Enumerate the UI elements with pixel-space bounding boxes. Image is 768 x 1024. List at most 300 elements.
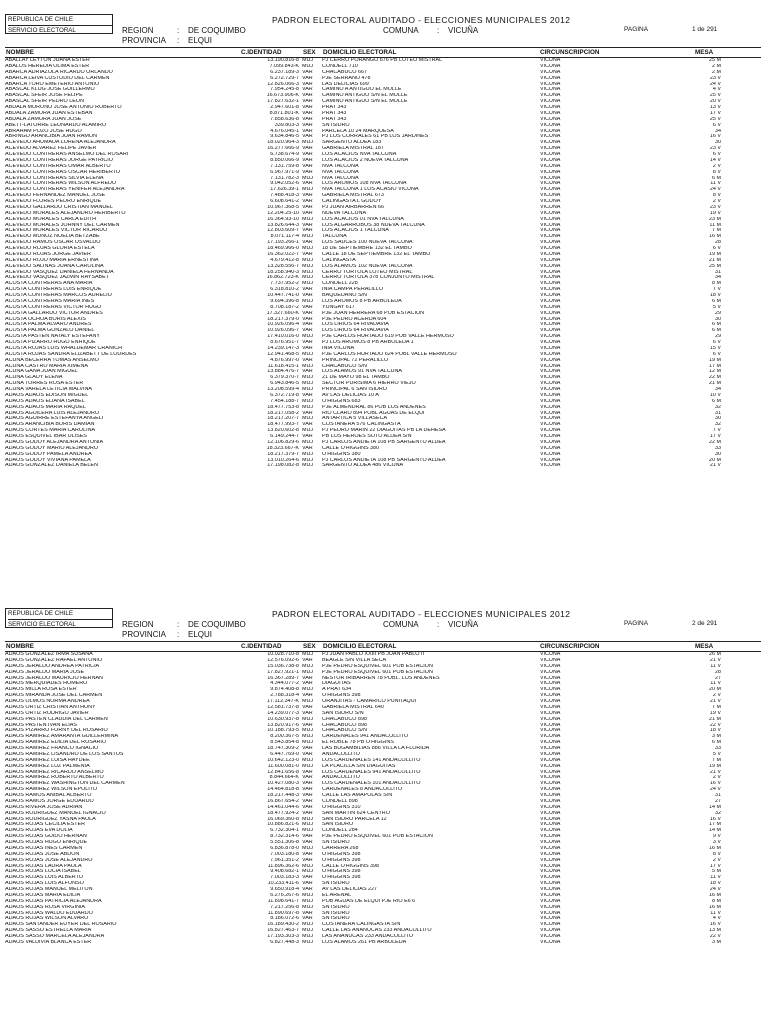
voter-domicilio: LOS ACACIOS 1 TALCUNA	[322, 228, 389, 234]
voter-domicilio: PRINCIPAL 6 SAN ISIDRO	[322, 387, 388, 392]
voter-mesa: 14 M	[709, 828, 721, 834]
voter-name: ADAOS RAMIREZ WILSON EPOLITO	[5, 787, 98, 793]
voter-mesa: 25 V	[709, 93, 721, 99]
province-label: PROVINCIA	[122, 630, 167, 639]
voter-mesa: 30	[715, 140, 721, 146]
voter-sexo: MUJ	[302, 404, 314, 410]
voter-circunscripcion: VICUÑA	[540, 416, 561, 422]
column-header-sexo: SEX	[303, 643, 316, 650]
voter-cedula: 16.867.654-2	[267, 798, 299, 804]
voter-sexo: MUJ	[302, 652, 314, 657]
voter-sexo: VAR	[302, 693, 313, 699]
voter-domicilio: CHACABUCO S/N	[322, 363, 367, 369]
voter-sexo: VAR	[302, 322, 313, 328]
voter-cedula: 8.732.314-6	[270, 834, 299, 840]
voter-cedula: 10.188.793-5	[267, 728, 299, 734]
voter-domicilio: POB AGUAS DE ELQUI PJE RIO E6 6	[322, 898, 416, 904]
voter-name: ACEVEDO MORALES JOHNNY DEL CARMEN	[5, 222, 120, 228]
voter-cedula: 16.277.666-9	[267, 146, 299, 152]
voter-cedula: 6.967.971-9	[270, 169, 299, 175]
voter-domicilio: SAN ISIDRO	[322, 822, 354, 828]
voter-domicilio: BAQUEDANO S/N	[322, 293, 367, 298]
voter-sexo: MUJ	[302, 234, 314, 240]
voter-cedula: 14.464.818-8	[267, 787, 299, 793]
table-header	[5, 641, 761, 652]
voter-circunscripcion: VICUÑA	[540, 816, 561, 822]
voter-mesa: 23 V	[709, 146, 721, 152]
voter-domicilio: CALLE LAS AÑAÑUCAS 233 ANDACOLLITO	[322, 928, 432, 934]
voter-sexo: MUJ	[302, 58, 314, 63]
voter-cedula: 6.447.769-0	[270, 751, 299, 757]
voter-name: ACOSTA OCHOA BORIS ALEXIS	[5, 316, 86, 322]
voter-name: ACOSTA CONTRERAS VICTOR HUGO	[5, 304, 102, 310]
voter-cedula: 6.318.810-2	[270, 287, 299, 293]
voter-mesa: 33	[715, 746, 721, 751]
voter-cedula: 11.600.081-0	[267, 763, 299, 769]
voter-sexo: VAR	[302, 69, 313, 75]
voter-circunscripcion: VICUÑA	[540, 751, 561, 757]
voter-circunscripcion: VICUÑA	[540, 804, 561, 810]
voter-name: ADAOS ROJAS EVA DOLIA	[5, 828, 73, 834]
voter-mesa: 21 M	[709, 257, 721, 263]
voter-circunscripcion: VICUÑA	[540, 881, 561, 887]
voter-sexo: VAR	[302, 722, 313, 728]
voter-domicilio: PJE ALMENDRAL 86 POB LOS ANDENES	[322, 404, 426, 410]
voter-cedula: 18.477.753-8	[267, 404, 299, 410]
voter-cedula: 16.827.463-7	[267, 928, 299, 934]
voter-mesa: 25 M	[709, 58, 721, 63]
voter-sexo: MUJ	[302, 298, 314, 304]
voter-cedula: 16.673.906-K	[266, 93, 299, 99]
voter-name: ADAOS RODRIGUEZ MANUEL IGNACIO	[5, 810, 106, 816]
voter-mesa: 11 V	[710, 181, 721, 187]
voter-domicilio: PJ CARLOS ANDIETA 108 PB SARGENTO ALDEA	[322, 439, 446, 445]
voter-cedula: 14.461.044-6	[267, 804, 299, 810]
voter-sexo: VAR	[302, 357, 313, 363]
voter-name: ADAOS ROJAS PATRICIA ALEJANDRA	[5, 898, 102, 904]
voter-domicilio: CALINGASTA L GODOY	[322, 199, 382, 204]
voter-mesa: 4 V	[712, 916, 721, 922]
voter-cedula: 9.694.396-8	[270, 298, 299, 304]
voter-domicilio: SARGENTO ALDEA 183	[322, 140, 382, 146]
voter-domicilio: LOS ACACIOS NVA TALCUNA	[322, 152, 397, 157]
voter-name: ADAOS RAMIREZ RICARDO ANSELMO	[5, 769, 104, 775]
voter-name: ABASCAL SFEIR PEDRO LEON	[5, 99, 84, 105]
voter-circunscripcion: VICUÑA	[540, 687, 561, 693]
voter-domicilio: LOS CARDENALES 141 ANDACOLLITO	[322, 757, 421, 763]
voter-domicilio: PRAT 343	[322, 110, 347, 116]
voter-mesa: 21 V	[709, 699, 721, 704]
voter-domicilio: O'HIGGINS 398	[322, 693, 361, 699]
voter-domicilio: O'HIGGINS 398	[322, 857, 361, 863]
voter-name: ADAOS RAMIREZ EDILIA DEL ROSARIO	[5, 740, 107, 746]
voter-circunscripcion: VICUÑA	[540, 798, 561, 804]
voter-circunscripcion: VICUÑA	[540, 734, 561, 740]
document-title: PADRON ELECTORAL AUDITADO - ELECCIONES MUNICIPALES 2012	[272, 609, 571, 619]
voter-domicilio: CERRO TORTOLA LOTEO MISTRAL	[322, 269, 413, 275]
voter-mesa: 11 V	[710, 663, 721, 669]
voter-circunscripcion: VICUÑA	[540, 122, 561, 128]
voter-mesa: 24 V	[709, 187, 721, 193]
voter-cedula: 8.871.801-K	[269, 110, 299, 116]
voter-circunscripcion: VICUÑA	[540, 375, 561, 381]
voter-cedula: 10.427.080-3	[267, 781, 299, 787]
voter-mesa: 32	[715, 422, 721, 428]
voter-cedula: 16.189.430-2	[267, 922, 299, 928]
voter-sexo: VAR	[302, 887, 313, 892]
voter-mesa: 30	[715, 416, 721, 422]
voter-domicilio: PRAT 343	[322, 105, 347, 110]
voter-sexo: VAR	[302, 75, 313, 81]
institution-line-1: REPUBLICA DE CHILE	[8, 609, 112, 620]
voter-mesa: 6 V	[712, 122, 721, 128]
voter-name: ADAOS ORTIZ CRISTIAN ANTHONY	[5, 704, 96, 710]
voter-sexo: VAR	[302, 193, 313, 199]
voter-cedula: 9.408.682-1	[270, 869, 299, 875]
institution-line-1: REPUBLICA DE CHILE	[8, 15, 112, 26]
voter-mesa: 29	[715, 310, 721, 316]
voter-cedula: 10.447.741-0	[267, 293, 299, 298]
voter-name: ADAOS PASTEN CLAUDIA DEL CARMEN	[5, 716, 108, 722]
voter-circunscripcion: VICUÑA	[540, 334, 561, 340]
voter-domicilio: PB LOS HEROES SOTO ALDEA S/N	[322, 434, 412, 439]
comuna-value: VICUÑA	[448, 26, 479, 35]
institution-box	[5, 14, 113, 34]
voter-name: ABARCA ADRIAZOLA RICARDO ORLANDO	[5, 69, 113, 75]
voter-cedula: 18.217.058-2	[267, 410, 299, 416]
voter-name: ADAOS ROJAS JOSE ALEJANDRO	[5, 857, 93, 863]
voter-mesa: 2 M	[712, 63, 721, 69]
voter-name: ADAOS ROJAS MARIA EDILIA	[5, 892, 81, 898]
voter-cedula: 11.896.362-6	[267, 863, 299, 869]
voter-mesa: 24 V	[709, 787, 721, 793]
voter-sexo: MUJ	[302, 663, 314, 669]
voter-name: ADAOS GODOY ALEJANDRA ANTONIA	[5, 439, 104, 445]
voter-name: ADAOS OLMOS NORMA ANDREA	[5, 699, 90, 704]
voter-circunscripcion: VICUÑA	[540, 328, 561, 334]
voter-domicilio: CALLE 18 DE SEPTIEMBRE 132 EL TAMBO	[322, 251, 431, 257]
voter-name: ACUÑA BECERRA TOMAS ANSELMO	[5, 357, 99, 363]
voter-cedula: 12.803.609-7	[267, 228, 299, 234]
voter-cedula: 18.323.667-K	[266, 445, 299, 451]
voter-mesa: 6 M	[712, 298, 721, 304]
voter-name: ADAOS ROJAS INES CARMEN	[5, 845, 83, 851]
voter-sexo: MUJ	[302, 216, 314, 222]
voter-sexo: VAR	[302, 81, 313, 87]
voter-domicilio: EL ARENAL	[322, 892, 352, 898]
voter-cedula: 7.858.636-8	[270, 116, 299, 122]
voter-circunscripcion: VICUÑA	[540, 934, 561, 939]
voter-sexo: MUJ	[302, 869, 314, 875]
voter-mesa: 30	[715, 451, 721, 457]
voter-mesa: 21 M	[709, 381, 721, 387]
voter-sexo: VAR	[302, 804, 313, 810]
voter-name: ADAOS ROJAS LUIS ALBERTO	[5, 875, 83, 881]
voter-circunscripcion: VICUÑA	[540, 181, 561, 187]
voter-mesa: 19 M	[709, 763, 721, 769]
voter-circunscripcion: VICUÑA	[540, 363, 561, 369]
voter-circunscripcion: VICUÑA	[540, 240, 561, 246]
voter-circunscripcion: VICUÑA	[540, 728, 561, 734]
voter-domicilio: CALINGASTA	[322, 257, 356, 263]
voter-sexo: VAR	[302, 392, 313, 398]
voter-sexo: VAR	[302, 410, 313, 416]
voter-circunscripcion: VICUÑA	[540, 404, 561, 410]
voter-mesa: 8 V	[712, 193, 721, 199]
voter-mesa: 16 M	[709, 904, 721, 910]
voter-domicilio: PJ JUAN PABLO XXIII PB JUAN PABLO II	[322, 652, 424, 657]
province-label: PROVINCIA	[122, 36, 167, 45]
voter-circunscripcion: VICUÑA	[540, 134, 561, 140]
voter-cedula: 18.217.379-7	[267, 451, 299, 457]
voter-mesa: 21 V	[709, 463, 721, 469]
voter-circunscripcion: VICUÑA	[540, 710, 561, 716]
voter-cedula: 18.217.379-0	[267, 316, 299, 322]
voter-mesa: 28	[715, 669, 721, 675]
voter-name: ACEVEDO ROJAS GLORIA ESTELA	[5, 246, 95, 251]
voter-name: ADAOS ROJAS HUGO ENRIQUE	[5, 840, 88, 845]
voter-domicilio: CARRERA 268	[322, 845, 359, 851]
voter-cedula: 18.020.964-3	[267, 140, 299, 146]
voter-sexo: MUJ	[302, 757, 314, 763]
voter-domicilio: PJE PEDRO ESQUIVEL 601 POB ESTACION	[322, 663, 433, 669]
voter-circunscripcion: VICUÑA	[540, 387, 561, 392]
voter-cedula: 7.954.245-8	[270, 87, 299, 93]
voter-cedula: 17.827.632-1	[267, 99, 299, 105]
voter-circunscripcion: VICUÑA	[540, 410, 561, 416]
voter-cedula: 17.112.347-K	[267, 699, 299, 704]
voter-cedula: 9.650.918-4	[270, 887, 299, 892]
voter-mesa: 34	[715, 387, 721, 392]
voter-domicilio: CONDELL 710	[322, 63, 358, 69]
voter-mesa: 3 M	[712, 939, 721, 945]
voter-mesa: 19 V	[709, 210, 721, 216]
voter-name: ACOSTA GALLARDO VICTOR ANDRES	[5, 310, 103, 316]
voter-cedula: 9.634.846-5	[270, 134, 299, 140]
voter-cedula: 12.576.092-6	[267, 657, 299, 663]
voter-mesa: 16 V	[709, 781, 721, 787]
voter-cedula: 8.543.854-8	[270, 740, 299, 746]
voter-domicilio: PJE PEDRO ESQUIVEL 601 POB ESTACION	[322, 669, 433, 675]
voter-cedula: 12.581.737-8	[267, 704, 299, 710]
voter-sexo: VAR	[302, 746, 313, 751]
voter-sexo: MUJ	[302, 351, 314, 357]
voter-name: ACEVEDO GALLARDO CRISTIAN MANUEL	[5, 204, 113, 210]
voter-circunscripcion: VICUÑA	[540, 657, 561, 663]
voter-sexo: VAR	[302, 228, 313, 234]
voter-name: ABALOS HEREDIA OLIMA ESTER	[5, 63, 90, 69]
voter-circunscripcion: VICUÑA	[540, 422, 561, 428]
voter-mesa: 28	[715, 240, 721, 246]
voter-name: ADAOS ROJAS LAURA PAOLA	[5, 863, 82, 869]
voter-sexo: VAR	[302, 840, 313, 845]
voter-domicilio: ANDACOLLITO	[322, 751, 360, 757]
voter-circunscripcion: VICUÑA	[540, 652, 561, 657]
pagina-label: PAGINA	[624, 620, 649, 627]
province-separator: :	[177, 630, 180, 639]
voter-sexo: VAR	[302, 251, 313, 257]
voter-domicilio: NUEVA TALCUNA	[322, 210, 367, 216]
voter-name: ACEVEDO ROJO MARIA ERNESTINA	[5, 257, 99, 263]
voter-sexo: VAR	[302, 122, 313, 128]
comuna-value: VICUÑA	[448, 620, 479, 629]
voter-name: ACEVEDO RAMOS OSCAR OSVALDO	[5, 240, 101, 246]
voter-circunscripcion: VICUÑA	[540, 216, 561, 222]
voter-mesa: 6 V	[712, 340, 721, 345]
voter-name: ACOSTA CONTRERAS MARIA INES	[5, 298, 95, 304]
voter-cedula: 4.679.412-8	[270, 257, 299, 263]
voter-mesa: 5 M	[712, 869, 721, 875]
voter-mesa: 33	[715, 445, 721, 451]
voter-rows	[5, 58, 761, 469]
voter-cedula: 8.676.951-7	[270, 340, 299, 345]
voter-circunscripcion: VICUÑA	[540, 275, 561, 281]
voter-cedula: 17.193.303-3	[267, 934, 299, 939]
voter-sexo: VAR	[302, 316, 313, 322]
voter-mesa: 2 V	[712, 199, 721, 204]
voter-mesa: 22 V	[709, 934, 721, 939]
voter-mesa: 17 V	[709, 434, 721, 439]
voter-sexo: VAR	[302, 769, 313, 775]
voter-sexo: MUJ	[302, 934, 314, 939]
voter-domicilio: CARDENALES 941 ANDACOLLITO	[322, 734, 409, 740]
voter-name: ACOSTA PIZARRO HUGO ENRIQUE	[5, 340, 96, 345]
table-row	[5, 463, 761, 469]
voter-circunscripcion: VICUÑA	[540, 58, 561, 63]
voter-sexo: MUJ	[302, 904, 314, 910]
voter-sexo: VAR	[302, 434, 313, 439]
voter-sexo: VAR	[302, 851, 313, 857]
voter-sexo: VAR	[302, 775, 313, 781]
voter-mesa: 22 M	[709, 375, 721, 381]
voter-circunscripcion: VICUÑA	[540, 281, 561, 287]
voter-cedula: 10.967.368-5	[267, 204, 299, 210]
voter-domicilio: GABRIELA MISTRAL 673	[322, 193, 384, 199]
voter-sexo: VAR	[302, 110, 313, 116]
voter-circunscripcion: VICUÑA	[540, 910, 561, 916]
voter-sexo: MUJ	[302, 669, 314, 675]
voter-name: ABARCA TORO EMETERIO ANTONIO	[5, 81, 100, 87]
voter-circunscripcion: VICUÑA	[540, 451, 561, 457]
voter-sexo: VAR	[302, 304, 313, 310]
voter-domicilio: LOS ACACIOS 2 NUEVA TALCUNA	[322, 157, 409, 163]
voter-sexo: VAR	[302, 675, 313, 681]
voter-mesa: 7 V	[712, 287, 721, 293]
voter-mesa: 2 V	[712, 857, 721, 863]
voter-sexo: MUJ	[302, 416, 314, 422]
voter-sexo: MUJ	[302, 381, 314, 387]
voter-domicilio: CALLE O'HIGGINS 398	[322, 863, 380, 869]
voter-sexo: VAR	[302, 240, 313, 246]
voter-cedula: 16.367.289-7	[267, 675, 299, 681]
voter-domicilio: BEAGLE S/N VILLA SECA	[322, 657, 387, 663]
voter-sexo: MUJ	[302, 763, 314, 769]
voter-mesa: 6 M	[712, 740, 721, 746]
voter-domicilio: LOS ACACIOS 01 NVA TALCUNA	[322, 216, 404, 222]
voter-sexo: VAR	[302, 293, 313, 298]
voter-cedula: 7.131.782-3	[270, 175, 299, 181]
voter-cedula: 16.364.93-10	[267, 216, 299, 222]
voter-mesa: 18 V	[709, 293, 721, 298]
voter-name: ACOSTA CONTRERAS LUIS ENRIQUE	[5, 287, 102, 293]
voter-circunscripcion: VICUÑA	[540, 246, 561, 251]
voter-circunscripcion: VICUÑA	[540, 681, 561, 687]
voter-name: ADAOS RAMIREZ FRANCO IGNACIO	[5, 746, 99, 751]
voter-domicilio: NVA TALCUNA	[322, 163, 359, 169]
voter-sexo: VAR	[302, 787, 313, 793]
voter-name: ADAOS ROJAS WALDO EDUARDO	[5, 910, 93, 916]
voter-mesa: 19 M	[709, 357, 721, 363]
voter-mesa: 19 M	[709, 251, 721, 257]
voter-cedula: 6.372.719-8	[270, 392, 299, 398]
voter-cedula: 6.272.729-7	[270, 75, 299, 81]
voter-circunscripcion: VICUÑA	[540, 898, 561, 904]
voter-domicilio: NVA TALCUNA	[322, 175, 359, 181]
voter-domicilio: CONDELL 898	[322, 798, 358, 804]
voter-sexo: VAR	[302, 710, 313, 716]
voter-domicilio: SN ISIDRO	[322, 881, 350, 887]
voter-domicilio: CAMINO ANTIGUO S/N EL MOLLE	[322, 99, 408, 105]
voter-cedula: 13.010.264-6	[267, 457, 299, 463]
voter-cedula: 18.477.924-2	[267, 810, 299, 816]
page-number: 1 de 291	[692, 26, 718, 33]
voter-domicilio: PJE JUAN HERRERA 68 POB ESTACION	[322, 310, 425, 316]
voter-cedula: 11.898.641-7	[267, 898, 299, 904]
voter-cedula: 4.676.045-1	[270, 128, 299, 134]
voter-domicilio: 18 DE SEPTIEMBRE 132 EL TAMBO	[322, 246, 412, 251]
voter-mesa: 27	[715, 675, 721, 681]
voter-circunscripcion: VICUÑA	[540, 163, 561, 169]
voter-cedula: 17.626.39-1	[270, 187, 299, 193]
voter-domicilio: AV LAS DELICIAS 227	[322, 887, 378, 892]
voter-domicilio: CONDELL 228	[322, 281, 358, 287]
voter-name: ADAOS CORTES MARIA CAROLINA	[5, 428, 96, 434]
voter-circunscripcion: VICUÑA	[540, 828, 561, 834]
voter-circunscripcion: VICUÑA	[540, 340, 561, 345]
voter-domicilio: COSTANERA 576 CALINGASTA	[322, 422, 401, 428]
voter-name: ACEVEDO CONTRERAS YENIFER ALEJANDRA	[5, 187, 125, 193]
voter-cedula: 7.131.759-8	[270, 163, 299, 169]
voter-circunscripcion: VICUÑA	[540, 822, 561, 828]
voter-cedula: 8.186.072-6	[270, 916, 299, 922]
voter-name: ACUÑA GANA JUAN MIGUEL	[5, 369, 78, 375]
voter-domicilio: CAMINO A ANTIGUO EL MOLLE	[322, 87, 402, 93]
voter-circunscripcion: VICUÑA	[540, 128, 561, 134]
voter-name: ACUÑA GLADY ELENA	[5, 375, 63, 381]
voter-name: ABASCAL SFEIR JOSE FELIPE	[5, 93, 83, 99]
voter-cedula: 18.258.940-3	[267, 269, 299, 275]
voter-name: ADAOS PASTEN IVAN ELIAS	[5, 722, 77, 728]
table-row	[5, 940, 761, 946]
voter-cedula: 17.193.266-1	[267, 240, 299, 246]
voter-sexo: MUJ	[302, 428, 314, 434]
voter-circunscripcion: VICUÑA	[540, 210, 561, 216]
voter-sexo: VAR	[302, 916, 313, 922]
voter-mesa: 18 V	[709, 728, 721, 734]
voter-name: ADAOS RAMIREZ ROBERTO ALBERTO	[5, 775, 104, 781]
voter-sexo: MUJ	[302, 439, 314, 445]
column-header-sexo: SEX	[303, 49, 316, 56]
voter-circunscripcion: VICUÑA	[540, 357, 561, 363]
voter-domicilio: YUNGAY 617	[322, 304, 355, 310]
voter-sexo: VAR	[302, 157, 313, 163]
voter-sexo: MUJ	[302, 281, 314, 287]
voter-mesa: 14 V	[709, 157, 721, 163]
voter-circunscripcion: VICUÑA	[540, 293, 561, 298]
voter-circunscripcion: VICUÑA	[540, 740, 561, 746]
voter-circunscripcion: VICUÑA	[540, 675, 561, 681]
voter-cedula: 10.630.937-8	[267, 716, 299, 722]
